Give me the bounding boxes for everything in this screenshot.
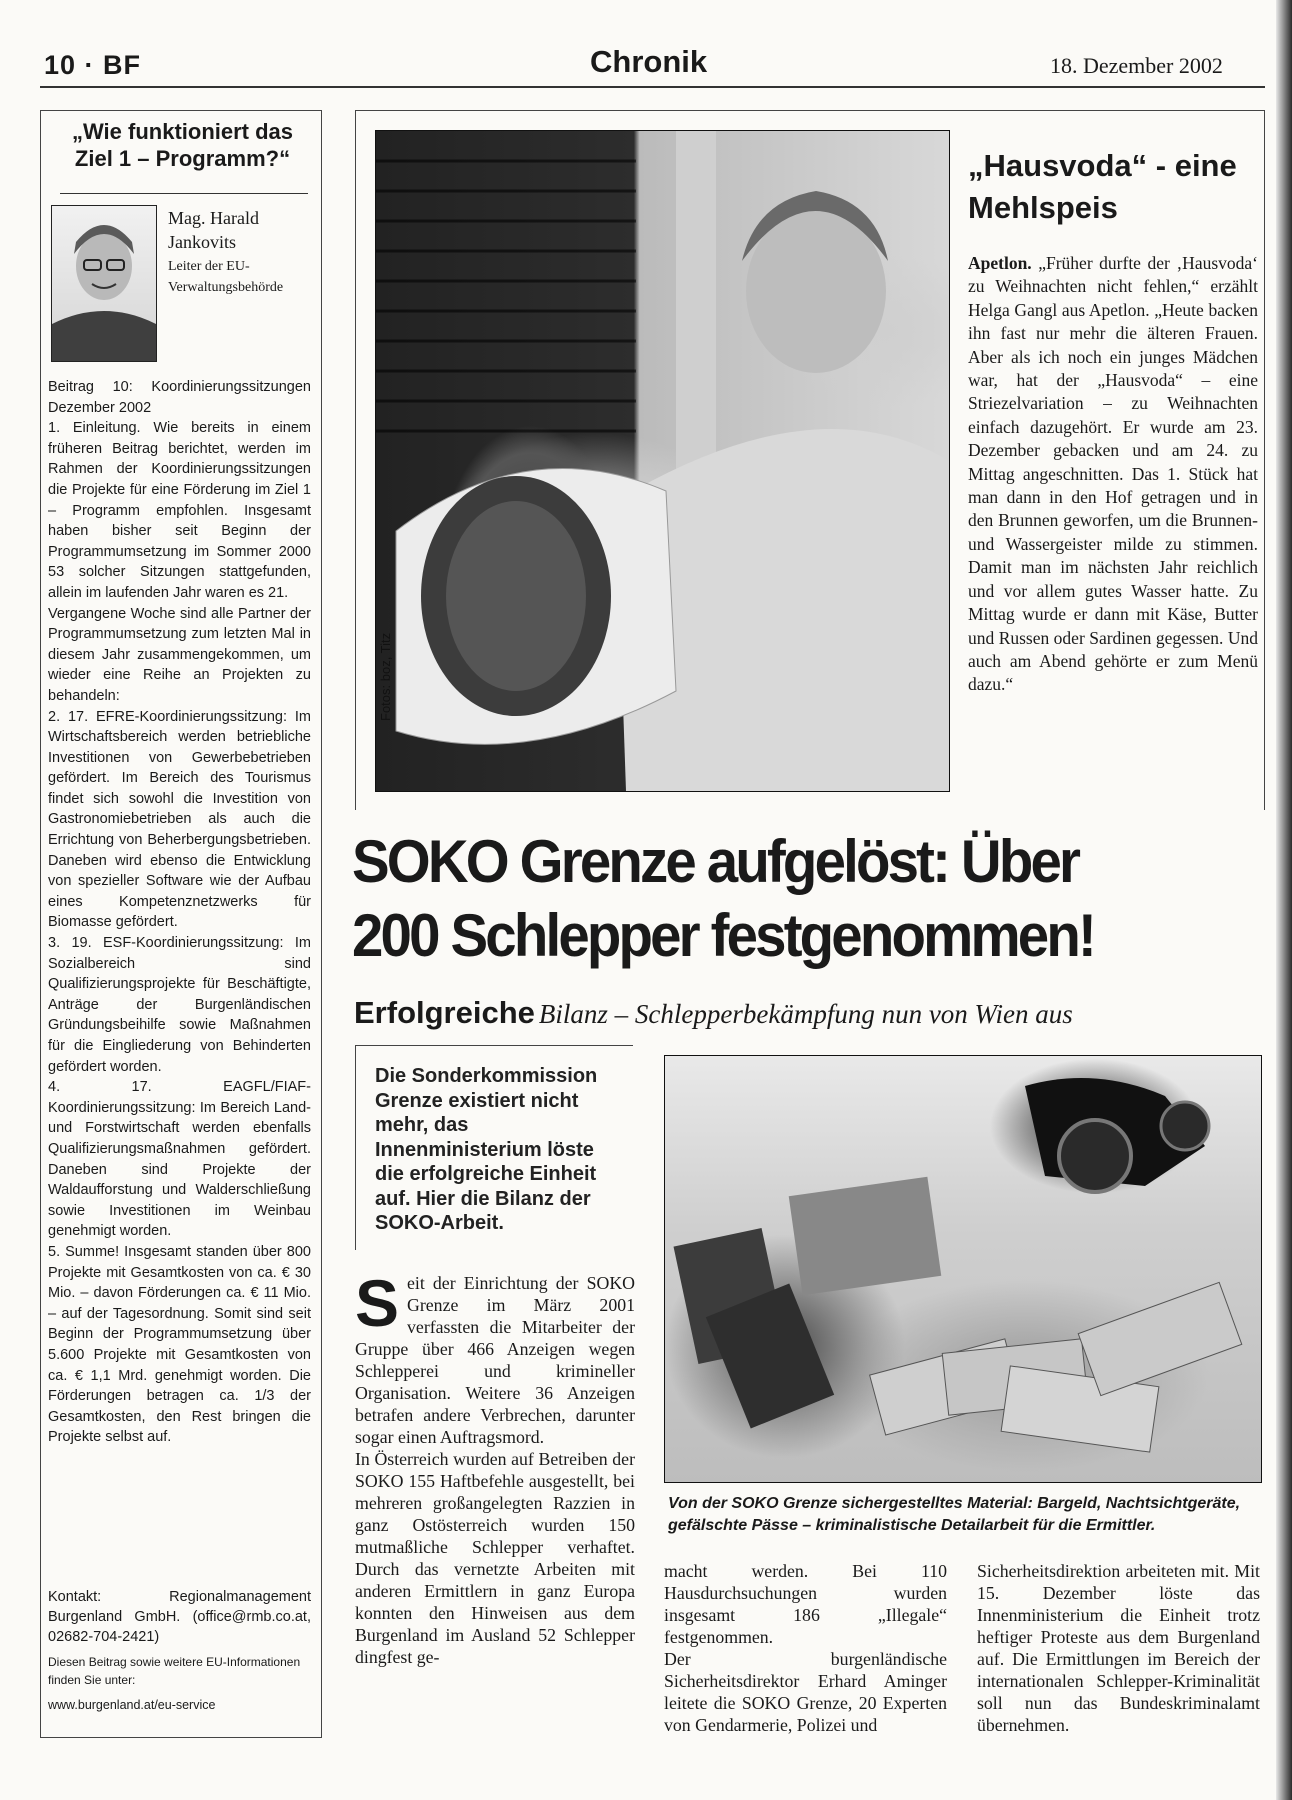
subhead-italic: Bilanz – Schlepperbekämpfung nun von Wien aus xyxy=(538,999,1073,1029)
photo-caption: Von der SOKO Grenze sichergestelltes Material: Bargeld, Nachtsichtgeräte, gefälschte Pässe – kriminalistische Detailarbeit für die Ermittler. xyxy=(668,1495,1241,1534)
seized-material-photo xyxy=(664,1055,1262,1483)
subheadline xyxy=(354,995,1274,1031)
photo-credit: Fotos: boz, Titz xyxy=(378,632,393,721)
headline-line-2: 200 Schlepper festgenommen! xyxy=(352,902,1094,969)
seized-material-drawing xyxy=(665,1056,1261,1482)
hausvoda-photo-drawing xyxy=(376,131,949,791)
section-title: Chronik xyxy=(590,44,708,79)
body-column-1 xyxy=(355,1266,635,1668)
sidebar-footer-note: Diesen Beitrag sowie weitere EU-Informationen finden Sie unter: xyxy=(48,1655,301,1687)
dateline: Apetlon. xyxy=(968,253,1032,273)
sidebar-title: „Wie funktioniert das Ziel 1 – Programm?“ xyxy=(71,119,294,171)
author-portrait xyxy=(51,205,157,362)
author-name: Mag. Harald Jankovits xyxy=(168,208,259,252)
sidebar-paragraph: 1. Einleitung. Wie bereits in einem früheren Beitrag berichtet, werden im Rahmen der Koordinierungssitzungen die Projekte für eine Förderung im Ziel 1 – Programm empfohlen. Insgesamt haben bisher seit Beginn der Programmumsetzung im Sommer 2000 53 solcher Sitzungen stattgefunden, allein im laufenden Jahr waren es 21. xyxy=(48,420,311,601)
lead-text: Die Sonderkommission Grenze existiert nicht mehr, das Innenministerium löste die erfolgreiche Einheit auf. Hier die Bilanz der SOKO-Arbeit. xyxy=(375,1065,598,1234)
sidebar-body xyxy=(48,377,311,1448)
hausvoda-body xyxy=(968,252,1258,697)
sidebar-paragraph: 4. 17. EAGFL/FIAF-Koordinierungssitzung: Im Bereich Land- und Forstwirtschaft werden ebenfalls Qualifizierungsmaßnahmen gefördert. Daneben sind Projekte der Waldaufforstung und Walderschließung sowie Investitionen im Weinbau genehmigt worden. xyxy=(48,1079,311,1240)
sidebar-paragraph: 5. Summe! Insgesamt standen über 800 Projekte mit Gesamtkosten von ca. € 30 Mio. – davon Förderungen ca. € 11 Mio. – auf der Tagesordnung. Somit sind seit Beginn der Programmumsetzung über 5.600 Projekte mit Gesamtkosten von ca. € 1,1 Mrd. genehmigt worden. Die Förderungen betragen ca. 1/3 der Gesamtkosten, den Rest bringen die Projekte selbst auf. xyxy=(48,1243,311,1446)
headline-line-1: SOKO Grenze aufgelöst: Über xyxy=(352,828,1079,895)
author-role: Leiter der EU-Verwaltungsbehörde xyxy=(168,259,284,295)
hausvoda-title: „Hausvoda“ - eine Mehlspeis xyxy=(968,148,1237,225)
body-paragraph: macht werden. Bei 110 Hausdurchsuchungen wurden insgesamt 186 „Illegale“ festgenommen. xyxy=(664,1561,947,1647)
sidebar-url[interactable]: www.burgenland.at/eu-service xyxy=(48,1698,216,1712)
body-paragraph: Sicherheitsdirektion arbeiteten mit. Mit 15. Dezember löste das Innenministerium die Einheit trotz heftiger Proteste aus dem Burgenland auf. Die Ermittlungen im Bereich der internationalen Schlepper-Kriminalität soll nun das Bundeskriminalamt übernehmen. xyxy=(977,1561,1260,1735)
sidebar-title-rule xyxy=(60,193,308,194)
main-headline xyxy=(352,825,1217,973)
sidebar-paragraph: 2. 17. EFRE-Koordinierungssitzung: Im Wirtschaftsbereich werden betriebliche Investitionen von Gewerbebetrieben gefördert. Im Bereich des Tourismus findet sich sowohl die Investition von Gastronomiebetrieben als auch die Errichtung von Beherbergungsbetrieben. Daneben wird ebenso die Entwicklung von spezieller Software wie der Aufbau eines Kompetenznetzwerks für Biomasse gefördert. xyxy=(48,708,311,931)
header-rule xyxy=(40,86,1265,88)
author-portrait-drawing xyxy=(52,206,156,361)
hausvoda-text: „Früher durfte der ‚Hausvoda‘ zu Weihnachten nicht fehlen,“ erzählt Helga Gangl aus Apetlon. „Heute backen ihn fast nur mehr die älteren Frauen. Aber als ich noch ein junges Mädchen war, hat der „Hausvoda“ – eine Striezelvariation – zu Weihnachten einfach dazugehört. Er wurde am 23. Dezember gebacken und am 24. zu Mittag angeschnitten. Das 1. Stück hat man dann in den Hof getragen und in den Brunnen geworfen, um die Brunnen- und Wassergeister milde zu stimmen. Damit man im nächsten Jahr reichlich und vor allem gutes Wasser hatte. Zu Mittag wurde er dann mit Käse, Butter und Russen oder Sardinen gegessen. Und auch am Abend gehörte er zum Menü dazu.“ xyxy=(968,253,1258,695)
sidebar-paragraph: 3. 19. ESF-Koordinierungssitzung: Im Sozialbereich sind Qualifizierungsprojekte für Beschäftigte, Anträge der Burgenländischen Gründungsbeihilfe sowie Maßnahmen für die Eingliederung von Behinderten gefördert worden. xyxy=(48,935,311,1075)
page-edge-shadow xyxy=(1276,0,1292,1800)
sidebar-contact: Kontakt: Regionalmanagement Burgenland GmbH. (office@rmb.co.at, 02682-704-2421) xyxy=(48,1589,311,1645)
sidebar-paragraph: Beitrag 10: Koordinierungssitzungen Dezember 2002 xyxy=(48,379,311,416)
page-number: 10 · BF xyxy=(44,50,142,80)
body-column-2 xyxy=(664,1560,947,1736)
body-column-3 xyxy=(977,1560,1260,1736)
drop-cap: S xyxy=(355,1266,400,1340)
body-paragraph: eit der Einrichtung der SOKO Grenze im März 2001 verfassten die Mitarbeiter der Gruppe über 466 Anzeigen wegen Schlepperei und krimineller Organisation. Weitere 36 Anzeigen betrafen andere Verbrechen, darunter sogar einen Auftragsmord. xyxy=(355,1273,635,1447)
hausvoda-photo xyxy=(375,130,950,792)
body-paragraph: Der burgenländische Sicherheitsdirektor Erhard Aminger leitete die SOKO Grenze, 20 Experten von Gendarmerie, Polizei und xyxy=(664,1649,947,1735)
body-paragraph: In Österreich wurden auf Betreiben der SOKO 155 Haftbefehle ausgestellt, bei mehreren großangelegten Razzien in ganz Ostösterreich wurden 150 mutmaßliche Schlepper verhaftet. Durch das vernetzte Arbeiten mit anderen Ermittlern in ganz Europa konnten den Hinweisen aus dem Burgenland im Ausland 52 Schlepper dingfest ge- xyxy=(355,1449,635,1667)
sidebar-paragraph: Vergangene Woche sind alle Partner der Programmumsetzung zum letzten Mal in diesem Jahr zusammengekommen, um wieder eine Reihe an Projekten zu behandeln: xyxy=(48,605,311,704)
issue-date: 18. Dezember 2002 xyxy=(1050,53,1223,78)
subhead-bold: Erfolgreiche xyxy=(354,995,535,1030)
